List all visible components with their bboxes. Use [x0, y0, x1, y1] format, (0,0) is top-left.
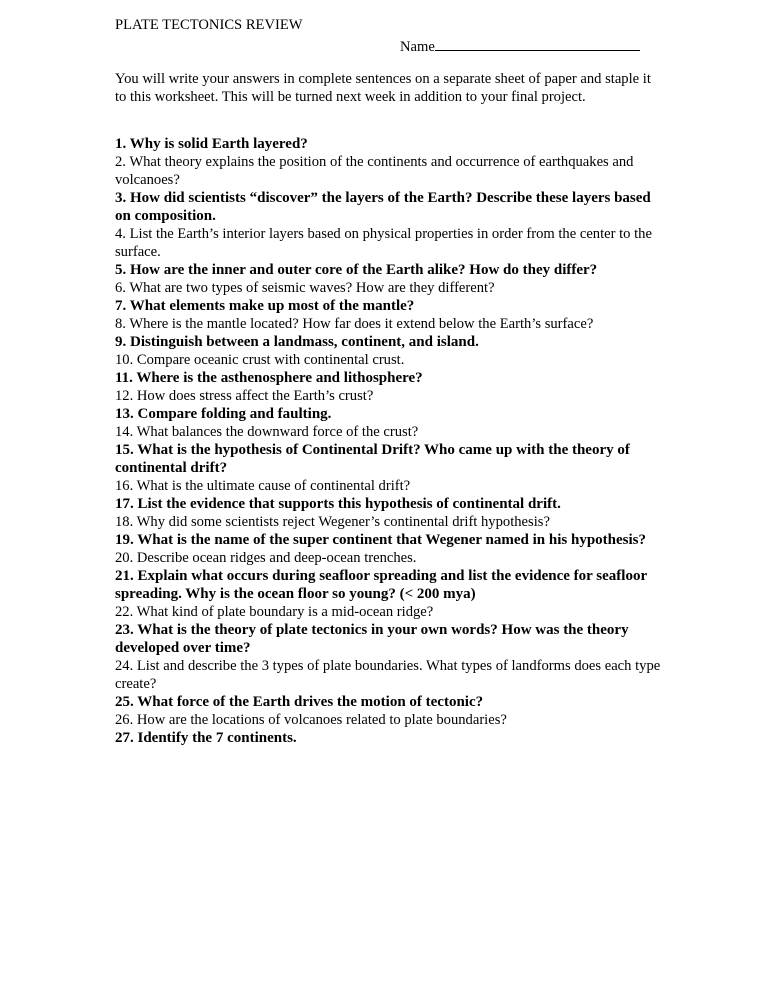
- question-item: 21. Explain what occurs during seafloor spreading and list the evidence for seafloor spreading. Why is the ocean floor so young? (< 200 mya): [115, 568, 647, 602]
- question-item: 6. What are two types of seismic waves? How are they different?: [115, 280, 495, 296]
- question-item: 12. How does stress affect the Earth’s crust?: [115, 388, 374, 404]
- worksheet-title: PLATE TECTONICS REVIEW: [115, 17, 303, 33]
- question-item: 23. What is the theory of plate tectonics in your own words? How was the theory developed over time?: [115, 622, 629, 656]
- question-item: 25. What force of the Earth drives the motion of tectonic?: [115, 694, 484, 710]
- question-item: 18. Why did some scientists reject Wegener’s continental drift hypothesis?: [115, 514, 550, 530]
- name-label: Name: [400, 39, 435, 55]
- question-item: 14. What balances the downward force of the crust?: [115, 424, 419, 440]
- question-item: 8. Where is the mantle located? How far does it extend below the Earth’s surface?: [115, 316, 594, 332]
- question-item: 27. Identify the 7 continents.: [115, 730, 297, 746]
- question-item: 3. How did scientists “discover” the layers of the Earth? Describe these layers based on composition.: [115, 190, 651, 224]
- question-item: 5. How are the inner and outer core of the Earth alike? How do they differ?: [115, 262, 598, 278]
- question-item: 22. What kind of plate boundary is a mid-ocean ridge?: [115, 604, 434, 620]
- question-item: 7. What elements make up most of the mantle?: [115, 298, 415, 314]
- question-item: 13. Compare folding and faulting.: [115, 406, 332, 422]
- worksheet-page: [115, 16, 663, 747]
- question-item: 17. List the evidence that supports this hypothesis of continental drift.: [115, 496, 561, 512]
- question-list: [115, 135, 663, 747]
- instructions-paragraph: You will write your answers in complete sentences on a separate sheet of paper and staple it to this worksheet. This will be turned next week in addition to your final project.: [115, 71, 651, 105]
- name-field: [400, 38, 663, 56]
- question-item: 1. Why is solid Earth layered?: [115, 136, 308, 152]
- question-item: 11. Where is the asthenosphere and lithosphere?: [115, 370, 423, 386]
- question-item: 15. What is the hypothesis of Continental Drift? Who came up with the theory of continental drift?: [115, 442, 630, 476]
- question-item: 9. Distinguish between a landmass, continent, and island.: [115, 334, 479, 350]
- question-item: 10. Compare oceanic crust with continental crust.: [115, 352, 405, 368]
- question-item: 24. List and describe the 3 types of plate boundaries. What types of landforms does each type create?: [115, 658, 661, 692]
- question-item: 26. How are the locations of volcanoes related to plate boundaries?: [115, 712, 507, 728]
- question-item: 2. What theory explains the position of the continents and occurrence of earthquakes and volcanoes?: [115, 154, 634, 188]
- name-blank-line: [435, 38, 640, 51]
- question-item: 19. What is the name of the super continent that Wegener named in his hypothesis?: [115, 532, 647, 548]
- question-item: 20. Describe ocean ridges and deep-ocean trenches.: [115, 550, 417, 566]
- question-item: 16. What is the ultimate cause of continental drift?: [115, 478, 411, 494]
- question-item: 4. List the Earth’s interior layers based on physical properties in order from the center to the surface.: [115, 226, 652, 260]
